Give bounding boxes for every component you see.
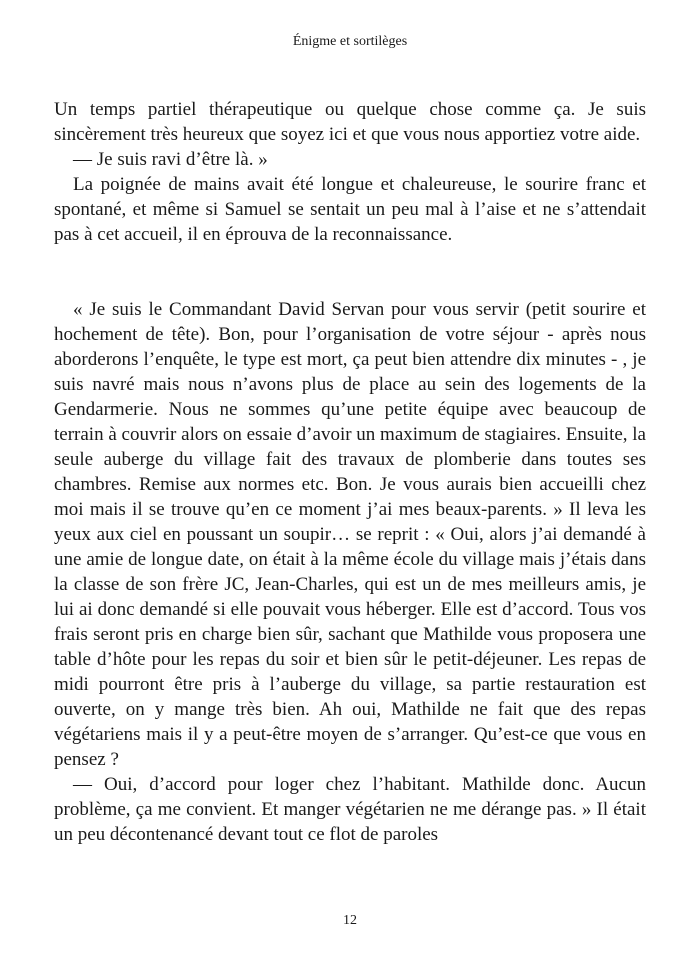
paragraph-samuel-reply: — Oui, d’accord pour loger chez l’habitant. Mathilde donc. Aucun problème, ça me convient. Et manger végétarien ne me dérange pas. » Il était un peu décontenancé devant tout ce flot de paroles [54, 774, 646, 845]
paragraph-narration: La poignée de mains avait été longue et chaleureuse, le sourire franc et spontané, et même si Samuel se sentait un peu mal à l’aise et ne s’attendait pas à cet accueil, il en éprouva de la reconnaissance. [54, 174, 646, 245]
text-block-main [54, 297, 646, 847]
paragraph-continuation: Un temps partiel thérapeutique ou quelque chose comme ça. Je suis sincèrement très heureux que soyez ici et que vous nous apportiez votre aide. [54, 99, 646, 145]
paragraph-commandant-speech: « Je suis le Commandant David Servan pour vous servir (petit sourire et hochement de tête). Bon, pour l’organisation de votre séjour - après nous aborderons l’enquête, le type est mort, ça peut bien attendre dix minutes - , je suis navré mais nous n’avons plus de place au sein des logements de la Gendarmerie. Nous ne sommes qu’une petite équipe avec beaucoup de terrain à couvrir alors on essaie d’avoir un maximum de stagiaires. Ensuite, la seule auberge du village fait des travaux de plomberie dans toutes ses chambres. Remise aux normes etc. Bon. Je vous aurais bien accueilli chez moi mais il se trouve qu’en ce moment j’ai mes beaux-parents. » Il leva les yeux aux ciel en poussant un soupir… se reprit : « Oui, alors j’ai demandé à une amie de longue date, on était à la même école du village mais j’étais dans la classe de son frère JC, Jean-Charles, qui est un de mes meilleurs amis, je lui ai donc demandé si elle pouvait vous héberger. Elle est d’accord. Tous vos frais seront pris en charge bien sûr, sachant que Mathilde vous proposera une table d’hôte pour les repas du soir et bien sûr le petit-déjeuner. Les repas de midi pourront être pris à l’auberge du village, sa partie restauration est ouverte, on y mange très bien. Ah oui, Mathilde ne fait que des repas végétariens mais il y a peut-être moyen de s’arranger. Qu’est-ce que vous en pensez ? [54, 299, 646, 770]
running-header: Énigme et sortilèges [292, 34, 408, 49]
text-block-top [54, 97, 646, 247]
paragraph-dialogue-reply: — Je suis ravi d’être là. » [73, 149, 268, 170]
page-number: 12 [343, 913, 357, 928]
